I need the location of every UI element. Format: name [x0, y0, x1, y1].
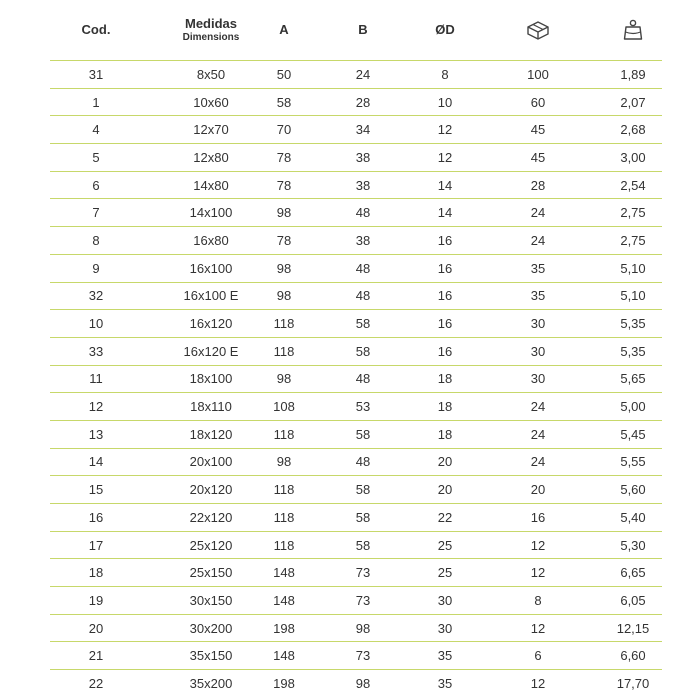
- cell-cod: 4: [92, 122, 100, 138]
- table-row: [50, 226, 662, 254]
- cell-box-qty: 16: [530, 509, 546, 525]
- table-row: [50, 558, 662, 586]
- cell-medidas: 18x100: [189, 371, 233, 387]
- cell-a: 98: [276, 205, 292, 221]
- cell-weight: 6,65: [620, 565, 646, 581]
- cell-a: 118: [273, 509, 295, 525]
- header-box: [512, 0, 564, 60]
- cell-b: 24: [355, 66, 371, 82]
- box-icon: [524, 19, 552, 41]
- cell-b: 53: [355, 399, 371, 415]
- cell-medidas: 30x200: [189, 620, 233, 636]
- table-row: [50, 254, 662, 282]
- table-row: [50, 60, 662, 88]
- cell-medidas: 20x100: [189, 454, 233, 470]
- cell-a: 98: [276, 454, 292, 470]
- cell-d: 20: [437, 482, 453, 498]
- cell-weight: 5,10: [620, 260, 646, 276]
- cell-d: 30: [437, 620, 453, 636]
- header-dimensiones-label: Dimensions: [182, 32, 240, 43]
- cell-weight: 6,05: [620, 592, 646, 608]
- cell-medidas: 16x80: [193, 232, 229, 248]
- cell-cod: 7: [92, 205, 100, 221]
- cell-medidas: 30x150: [189, 592, 233, 608]
- cell-b: 38: [355, 149, 371, 165]
- cell-medidas: 12x70: [193, 122, 229, 138]
- cell-a: 148: [273, 648, 295, 664]
- cell-b: 48: [355, 260, 371, 276]
- cell-b: 58: [355, 509, 371, 525]
- cell-a: 78: [276, 177, 292, 193]
- cell-medidas: 18x110: [190, 399, 232, 415]
- cell-box-qty: 30: [530, 371, 546, 387]
- cell-b: 98: [355, 675, 371, 691]
- cell-a: 98: [276, 260, 292, 276]
- cell-a: 118: [273, 343, 295, 359]
- cell-b: 98: [355, 620, 371, 636]
- cell-a: 58: [276, 94, 292, 110]
- header-cod-label: Cod.: [81, 22, 111, 37]
- cell-medidas: 14x100: [189, 205, 233, 221]
- cell-b: 58: [355, 316, 371, 332]
- cell-a: 118: [273, 316, 295, 332]
- cell-weight: 5,45: [620, 426, 646, 442]
- cell-b: 73: [355, 565, 371, 581]
- cell-box-qty: 30: [530, 316, 546, 332]
- cell-box-qty: 28: [530, 177, 546, 193]
- cell-d: 18: [437, 426, 453, 442]
- table-row: [50, 448, 662, 476]
- cell-cod: 16: [88, 509, 104, 525]
- cell-cod: 21: [88, 648, 104, 664]
- cell-weight: 12,15: [616, 620, 650, 636]
- cell-cod: 22: [88, 675, 104, 691]
- header-b-label: B: [358, 22, 368, 37]
- header-b: [338, 0, 388, 60]
- cell-cod: 17: [88, 537, 104, 553]
- cell-weight: 2,75: [620, 205, 646, 221]
- cell-a: 118: [273, 426, 295, 442]
- cell-cod: 19: [88, 592, 104, 608]
- cell-d: 16: [437, 288, 453, 304]
- cell-a: 148: [273, 565, 295, 581]
- header-cod: [50, 0, 142, 60]
- cell-a: 118: [273, 482, 295, 498]
- cell-medidas: 22x120: [189, 509, 233, 525]
- cell-medidas: 25x120: [189, 537, 233, 553]
- cell-d: 25: [437, 565, 453, 581]
- cell-box-qty: 100: [527, 66, 549, 82]
- cell-cod: 15: [88, 482, 104, 498]
- header-a: [256, 0, 312, 60]
- cell-box-qty: 8: [534, 592, 542, 608]
- table-row: [50, 365, 662, 393]
- cell-a: 50: [276, 66, 292, 82]
- cell-box-qty: 24: [530, 205, 546, 221]
- cell-a: 148: [273, 592, 295, 608]
- cell-d: 16: [437, 343, 453, 359]
- cell-d: 22: [437, 509, 453, 525]
- table-row: [50, 88, 662, 116]
- cell-box-qty: 24: [530, 426, 546, 442]
- table-header: [50, 0, 662, 60]
- cell-weight: 5,40: [620, 509, 646, 525]
- table-row: [50, 669, 662, 697]
- cell-box-qty: 24: [530, 232, 546, 248]
- cell-d: 10: [437, 94, 453, 110]
- cell-b: 48: [355, 454, 371, 470]
- cell-box-qty: 60: [530, 94, 546, 110]
- cell-b: 28: [355, 94, 371, 110]
- cell-d: 16: [437, 316, 453, 332]
- table-row: [50, 115, 662, 143]
- table-row: [50, 420, 662, 448]
- cell-box-qty: 12: [530, 565, 546, 581]
- cell-b: 48: [355, 288, 371, 304]
- header-weight: [598, 0, 668, 60]
- cell-d: 30: [437, 592, 453, 608]
- cell-weight: 2,54: [620, 177, 646, 193]
- cell-d: 25: [437, 537, 453, 553]
- cell-b: 38: [355, 232, 371, 248]
- cell-b: 58: [355, 537, 371, 553]
- cell-a: 78: [276, 232, 292, 248]
- cell-weight: 5,00: [620, 399, 646, 415]
- cell-weight: 5,10: [620, 288, 646, 304]
- table-row: [50, 309, 662, 337]
- cell-a: 198: [273, 675, 295, 691]
- table-row: [50, 337, 662, 365]
- cell-cod: 9: [92, 260, 100, 276]
- table-row: [50, 586, 662, 614]
- cell-weight: 1,89: [620, 66, 646, 82]
- cell-cod: 18: [88, 565, 104, 581]
- cell-box-qty: 12: [530, 537, 546, 553]
- cell-box-qty: 24: [530, 454, 546, 470]
- table-row: [50, 614, 662, 642]
- cell-b: 48: [355, 205, 371, 221]
- cell-d: 18: [437, 371, 453, 387]
- table-row: [50, 503, 662, 531]
- cell-d: 18: [437, 399, 453, 415]
- cell-a: 118: [273, 537, 295, 553]
- cell-d: 14: [437, 177, 453, 193]
- table-row: [50, 282, 662, 310]
- cell-weight: 5,65: [620, 371, 646, 387]
- cell-weight: 5,35: [620, 316, 646, 332]
- cell-b: 34: [355, 122, 371, 138]
- cell-weight: 5,35: [620, 343, 646, 359]
- cell-d: 16: [437, 260, 453, 276]
- cell-a: 70: [276, 122, 292, 138]
- cell-medidas: 18x120: [189, 426, 233, 442]
- cell-cod: 33: [88, 343, 104, 359]
- cell-d: 20: [437, 454, 453, 470]
- cell-a: 108: [273, 399, 295, 415]
- cell-box-qty: 6: [534, 648, 542, 664]
- cell-cod: 32: [88, 288, 104, 304]
- cell-d: 16: [437, 232, 453, 248]
- cell-b: 58: [355, 343, 371, 359]
- cell-box-qty: 35: [530, 260, 546, 276]
- cell-weight: 2,75: [620, 232, 646, 248]
- cell-box-qty: 45: [530, 122, 546, 138]
- cell-b: 73: [355, 592, 371, 608]
- cell-d: 14: [437, 205, 453, 221]
- cell-b: 73: [355, 648, 371, 664]
- cell-a: 198: [273, 620, 295, 636]
- cell-weight: 2,68: [620, 122, 646, 138]
- cell-a: 78: [276, 149, 292, 165]
- cell-d: 35: [437, 648, 453, 664]
- table-row: [50, 143, 662, 171]
- cell-cod: 11: [89, 371, 103, 387]
- cell-weight: 5,60: [620, 482, 646, 498]
- cell-medidas: 14x80: [193, 177, 229, 193]
- cell-weight: 2,07: [620, 94, 646, 110]
- cell-medidas: 35x150: [189, 648, 233, 664]
- header-a-label: A: [279, 22, 289, 37]
- cell-medidas: 20x120: [189, 482, 233, 498]
- weight-icon: [622, 18, 644, 42]
- table-body: [50, 60, 662, 697]
- cell-cod: 12: [88, 399, 104, 415]
- cell-a: 98: [276, 371, 292, 387]
- cell-d: 8: [441, 66, 449, 82]
- cell-b: 48: [355, 371, 371, 387]
- cell-box-qty: 30: [530, 343, 546, 359]
- cell-b: 58: [355, 426, 371, 442]
- cell-d: 12: [437, 122, 453, 138]
- cell-cod: 14: [88, 454, 104, 470]
- cell-medidas: 25x150: [189, 565, 233, 581]
- table-row: [50, 171, 662, 199]
- cell-cod: 8: [92, 232, 100, 248]
- cell-cod: 13: [88, 426, 104, 442]
- header-d-label: ØD: [435, 22, 455, 37]
- cell-cod: 1: [92, 94, 100, 110]
- cell-d: 35: [437, 675, 453, 691]
- cell-weight: 5,30: [620, 537, 646, 553]
- cell-medidas: 16x120: [189, 316, 233, 332]
- header-medidas-label: Medidas: [184, 16, 237, 31]
- cell-weight: 3,00: [620, 149, 646, 165]
- cell-weight: 6,60: [620, 648, 646, 664]
- cell-weight: 17,70: [616, 675, 650, 691]
- cell-d: 12: [437, 149, 453, 165]
- cell-medidas: 35x200: [189, 675, 233, 691]
- table-row: [50, 198, 662, 226]
- cell-b: 58: [355, 482, 371, 498]
- table-row: [50, 475, 662, 503]
- cell-medidas: 16x100: [189, 260, 233, 276]
- cell-box-qty: 12: [530, 620, 546, 636]
- table-row: [50, 392, 662, 420]
- cell-box-qty: 12: [530, 675, 546, 691]
- cell-cod: 5: [92, 149, 100, 165]
- cell-medidas: 16x100 E: [183, 288, 239, 304]
- cell-box-qty: 35: [530, 288, 546, 304]
- header-d: [420, 0, 470, 60]
- table-row: [50, 531, 662, 559]
- cell-weight: 5,55: [620, 454, 646, 470]
- cell-box-qty: 45: [530, 149, 546, 165]
- cell-medidas: 10x60: [193, 94, 229, 110]
- spec-table: [50, 0, 662, 691]
- cell-cod: 31: [88, 66, 104, 82]
- cell-b: 38: [355, 177, 371, 193]
- table-row: [50, 641, 662, 669]
- cell-cod: 10: [88, 316, 104, 332]
- cell-cod: 20: [88, 620, 104, 636]
- cell-box-qty: 20: [530, 482, 546, 498]
- cell-medidas: 16x120 E: [183, 343, 239, 359]
- cell-a: 98: [276, 288, 292, 304]
- cell-medidas: 12x80: [193, 149, 229, 165]
- cell-cod: 6: [92, 177, 100, 193]
- cell-box-qty: 24: [530, 399, 546, 415]
- cell-medidas: 8x50: [196, 66, 226, 82]
